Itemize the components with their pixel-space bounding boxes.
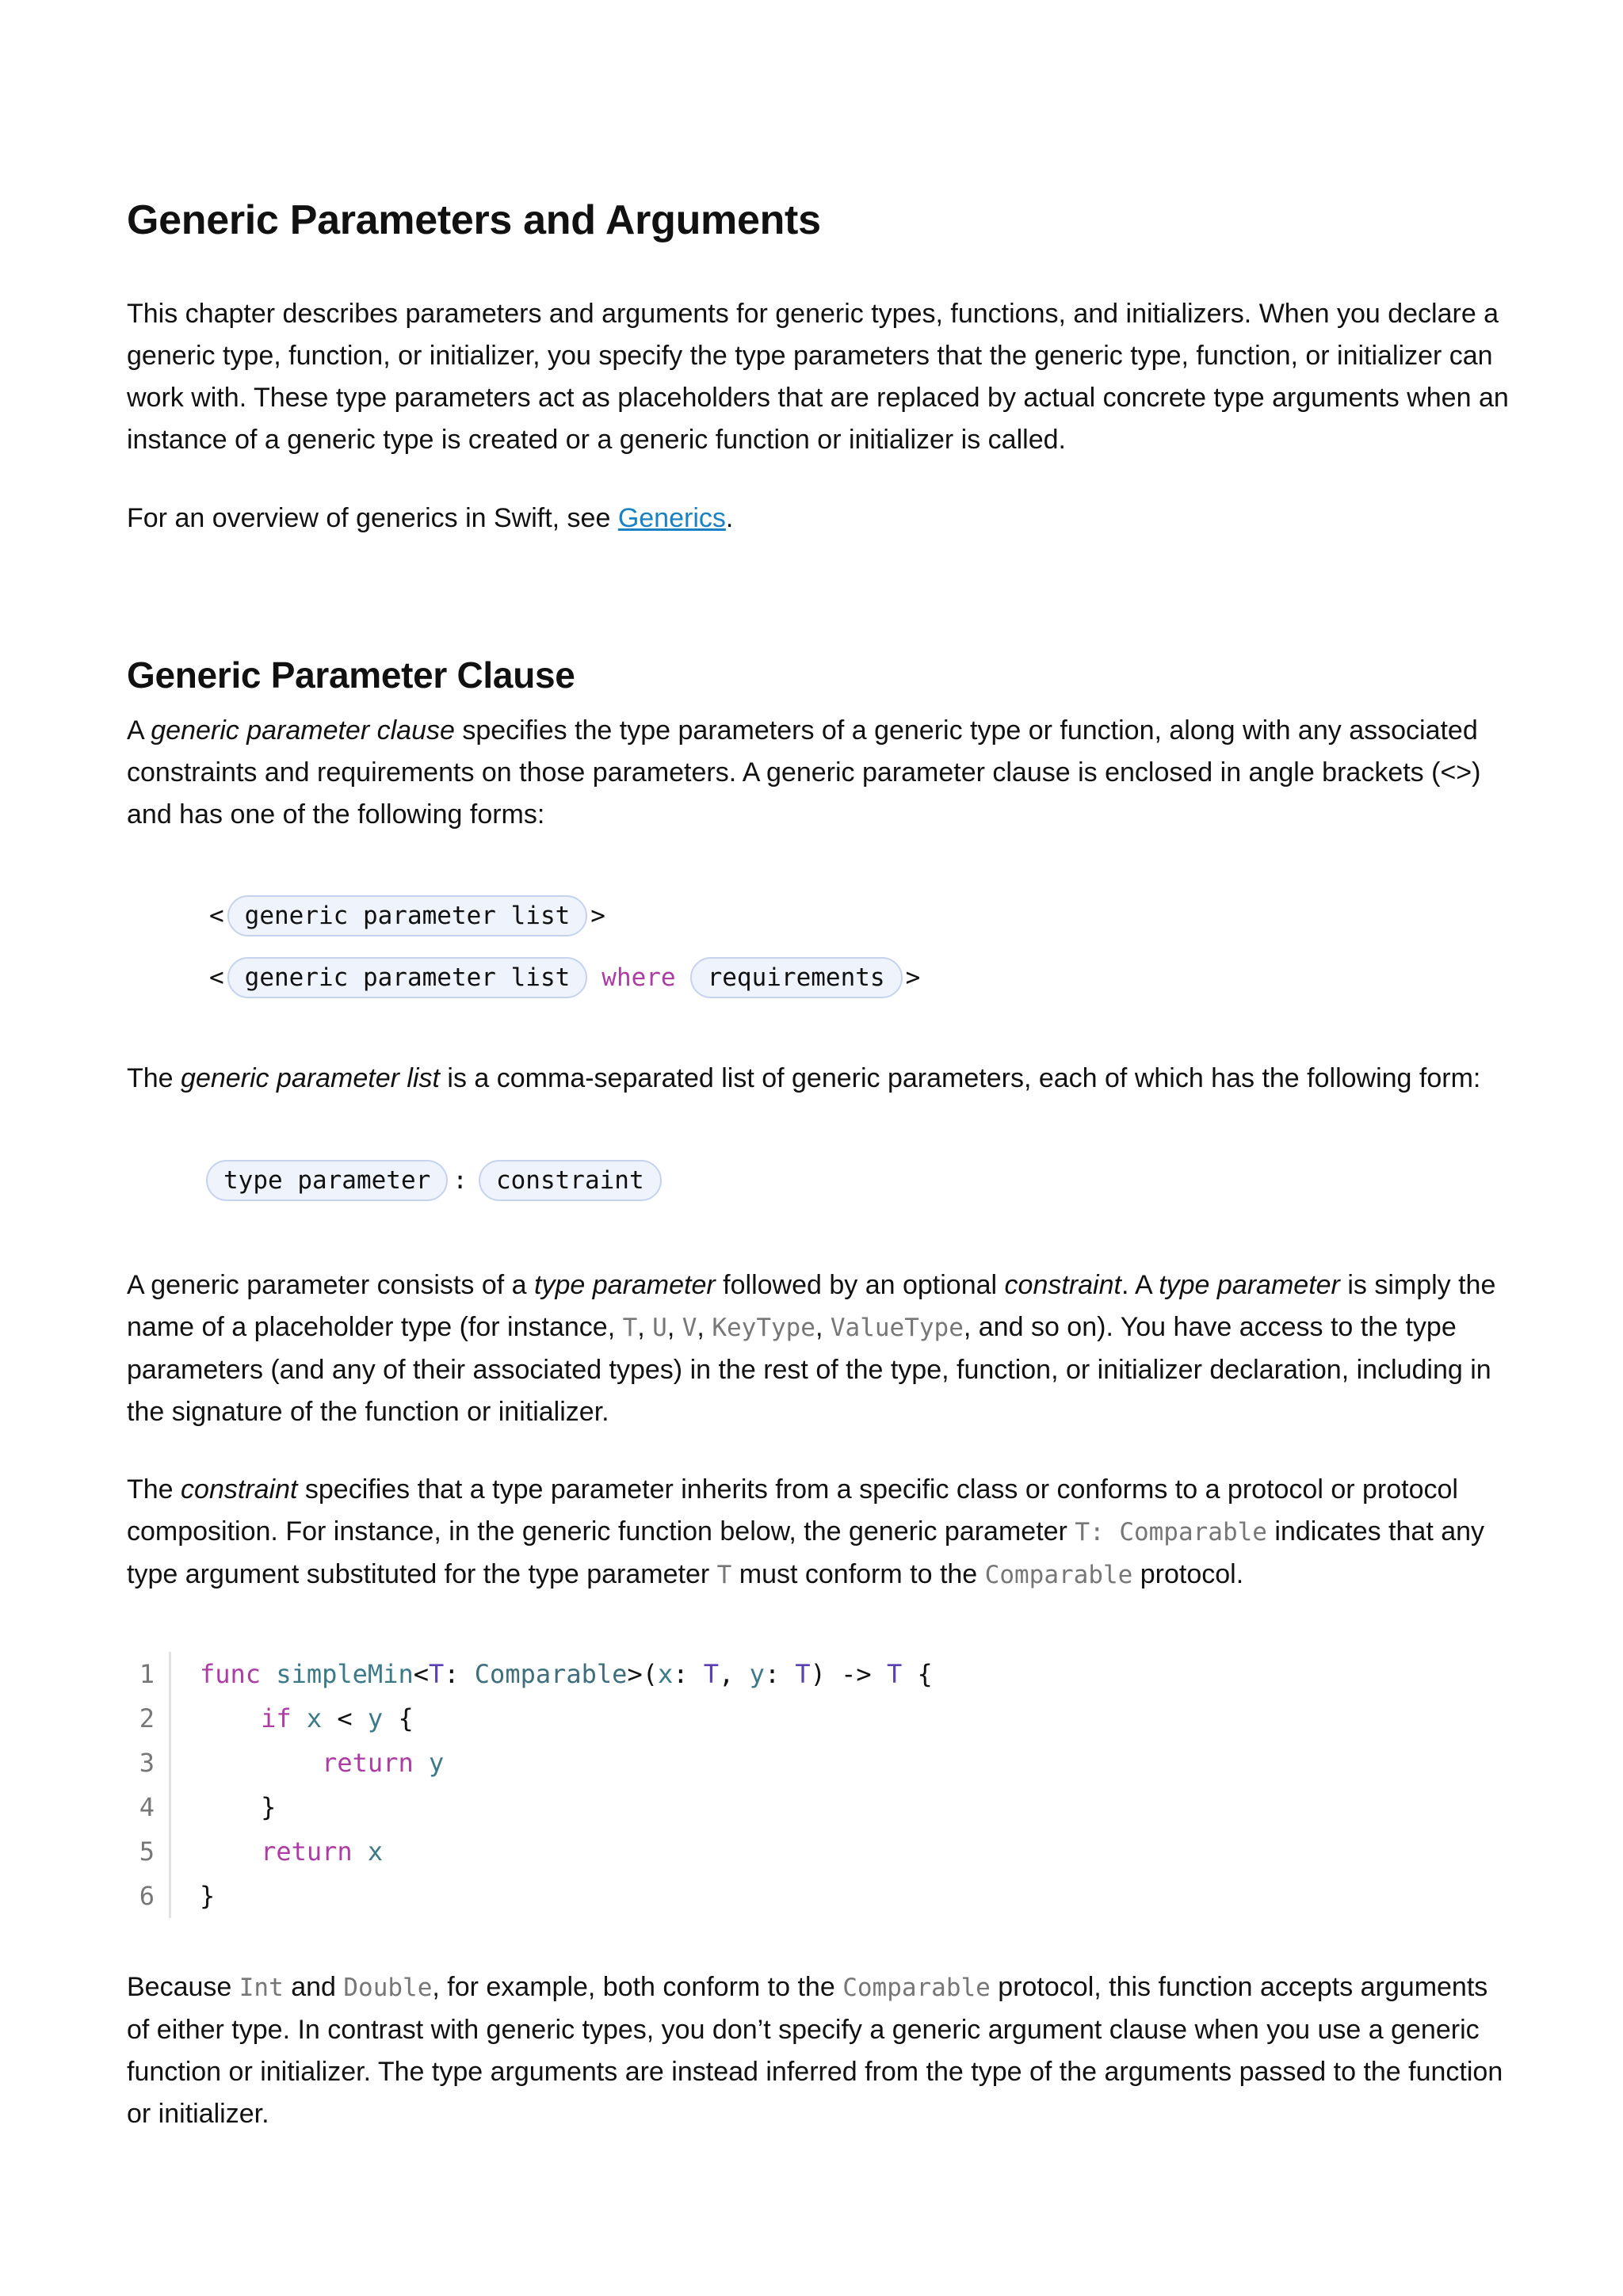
- syntax-form-3: type parameter : constraint: [206, 1160, 662, 1201]
- line-number: 4: [127, 1785, 171, 1829]
- generic-parameter-paragraph: A generic parameter consists of a type parameter followed by an optional constraint. A type parameter is simply the name of a placeholder type (for instance, T, U, V, KeyType, ValueType, and so on). You have access to the type parameters (and any of their associated types) in the rest of the type, function, or initializer declaration, including in the signature of the function or initializer.: [127, 1270, 1496, 1427]
- overview-paragraph: For an overview of generics in Swift, see Generics.: [127, 503, 734, 533]
- page-title: Generic Parameters and Arguments: [127, 197, 821, 243]
- grammar-pill-requirements[interactable]: requirements: [690, 957, 903, 998]
- syntax-form-2: < generic parameter list where requirements >: [206, 957, 923, 998]
- code-line: 2 if x < y {: [127, 1696, 1395, 1741]
- code-line: 3 return y: [127, 1741, 1395, 1785]
- code-line: 6 }: [127, 1874, 1395, 1918]
- grammar-pill-type-parameter[interactable]: type parameter: [206, 1160, 448, 1201]
- code-line: 5 return x: [127, 1829, 1395, 1874]
- grammar-pill-generic-parameter-list[interactable]: generic parameter list: [227, 895, 588, 936]
- generics-link[interactable]: Generics: [617, 503, 726, 533]
- where-keyword: where: [601, 963, 676, 992]
- syntax-form-1: < generic parameter list >: [206, 895, 609, 936]
- intro-paragraph: This chapter describes parameters and arguments for generic types, functions, and initializers. When you declare a generic type, function, or initializer, you specify the type parameters that the generic type, function, or initializer can work with. These type parameters act as placeholders that are replaced by actual concrete type arguments when an instance of a generic type is created or a generic function or initializer is called.: [127, 299, 1509, 455]
- line-number: 5: [127, 1829, 171, 1874]
- line-number: 2: [127, 1696, 171, 1741]
- line-number: 1: [127, 1652, 171, 1696]
- code-line: 1 func simpleMin<T: Comparable>(x: T, y: T) -> T {: [127, 1652, 1395, 1696]
- inference-paragraph: Because Int and Double, for example, both conform to the Comparable protocol, this function accepts arguments of either type. In contrast with generic types, you don’t specify a generic argument clause when you use a generic function or initializer. The type arguments are instead inferred from the type of the arguments passed to the function or initializer.: [127, 1972, 1503, 2129]
- line-number: 6: [127, 1874, 171, 1918]
- line-number: 3: [127, 1741, 171, 1785]
- grammar-pill-generic-parameter-list[interactable]: generic parameter list: [227, 957, 588, 998]
- grammar-pill-constraint[interactable]: constraint: [479, 1160, 662, 1201]
- code-line: 4 }: [127, 1785, 1395, 1829]
- code-listing: [127, 1652, 1395, 1918]
- constraint-paragraph: The constraint specifies that a type parameter inherits from a specific class or conforms to a protocol or protocol composition. For instance, in the generic function below, the generic parameter T: Comparable indicates that any type argument substituted for the type parameter T must conform to the Comparable protocol.: [127, 1474, 1485, 1589]
- parameter-list-paragraph: The generic parameter list is a comma-separated list of generic parameters, each of which has the following form:: [127, 1063, 1481, 1093]
- section-heading: Generic Parameter Clause: [127, 654, 575, 696]
- clause-paragraph: A generic parameter clause specifies the type parameters of a generic type or function, along with any associated constraints and requirements on those parameters. A generic parameter clause is enclosed in angle brackets (<>) and has one of the following forms:: [127, 715, 1481, 830]
